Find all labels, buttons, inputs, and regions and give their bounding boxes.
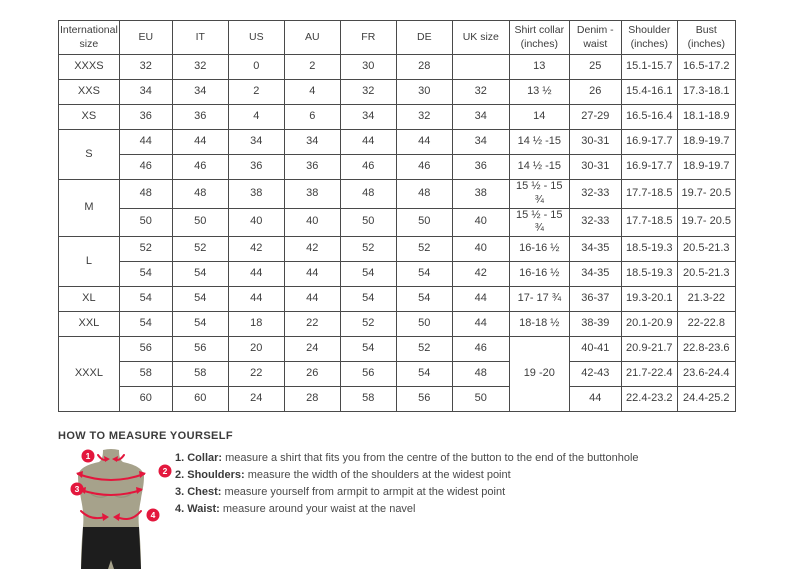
table-cell: 28	[284, 387, 340, 412]
table-cell: 18	[228, 312, 284, 337]
measure-steps	[175, 450, 639, 518]
column-header: EU	[119, 21, 172, 55]
table-cell: 17- 17 ¾	[509, 287, 569, 312]
table-cell: 46	[172, 155, 228, 180]
table-cell: 2	[228, 80, 284, 105]
size-table-head-row	[59, 21, 736, 55]
table-cell: 15 ½ - 15 ¾	[509, 208, 569, 237]
size-conversion-table	[58, 20, 736, 412]
table-cell: 38-39	[569, 312, 621, 337]
column-header: DE	[396, 21, 452, 55]
table-cell: 56	[119, 337, 172, 362]
table-cell: 54	[340, 262, 396, 287]
table-cell: 32-33	[569, 180, 621, 209]
table-cell: 34	[452, 130, 509, 155]
size-table-container	[58, 20, 736, 412]
table-cell: 14 ½ -15	[509, 130, 569, 155]
badge-2-number: 2	[162, 466, 168, 476]
table-cell: 42	[452, 262, 509, 287]
table-cell: 44	[119, 130, 172, 155]
table-cell: 32-33	[569, 208, 621, 237]
table-cell: 44	[284, 262, 340, 287]
table-cell: 4	[228, 105, 284, 130]
badge-1-number: 1	[85, 451, 91, 461]
table-cell: 46	[340, 155, 396, 180]
table-cell: 44	[284, 287, 340, 312]
table-cell: 24.4-25.2	[677, 387, 735, 412]
table-cell: 28	[396, 55, 452, 80]
table-cell: 34	[119, 80, 172, 105]
table-cell: 4	[284, 80, 340, 105]
table-cell: 54	[396, 262, 452, 287]
measure-step: 2. Shoulders: measure the width of the shoulders at the widest point	[175, 469, 511, 481]
measure-figure	[70, 447, 176, 569]
table-cell: 19.7- 20.5	[677, 208, 735, 237]
table-cell: 36	[172, 105, 228, 130]
measure-step: 3. Chest: measure yourself from armpit to armpit at the widest point	[175, 486, 506, 498]
table-cell: 54	[119, 312, 172, 337]
table-cell: 13	[509, 55, 569, 80]
column-header: FR	[340, 21, 396, 55]
table-cell: 50	[119, 208, 172, 237]
table-cell: 44	[172, 130, 228, 155]
table-cell: 34-35	[569, 262, 621, 287]
table-row	[59, 80, 736, 105]
column-header: Denim - waist	[569, 21, 621, 55]
table-cell: 50	[396, 312, 452, 337]
column-header: AU	[284, 21, 340, 55]
table-cell: 54	[119, 262, 172, 287]
table-cell: 2	[284, 55, 340, 80]
table-cell: 54	[396, 287, 452, 312]
table-cell: XXS	[59, 80, 120, 105]
badge-4-number: 4	[150, 510, 156, 520]
table-cell: 18.5-19.3	[621, 237, 677, 262]
table-cell: 32	[452, 80, 509, 105]
table-cell: 30-31	[569, 130, 621, 155]
column-header: UK size	[452, 21, 509, 55]
table-cell: 36	[284, 155, 340, 180]
table-cell: 52	[340, 237, 396, 262]
table-cell: 22.4-23.2	[621, 387, 677, 412]
table-cell: 32	[172, 55, 228, 80]
table-cell: 54	[172, 287, 228, 312]
table-cell: S	[59, 130, 120, 180]
table-cell: 54	[340, 337, 396, 362]
table-cell: 19.7- 20.5	[677, 180, 735, 209]
table-cell: 40	[452, 208, 509, 237]
measure-step-label: 1. Collar:	[175, 452, 223, 464]
table-cell: 25	[569, 55, 621, 80]
measure-step-label: 3. Chest:	[175, 486, 222, 498]
table-cell: 46	[396, 155, 452, 180]
table-cell: 34-35	[569, 237, 621, 262]
table-cell: 32	[119, 55, 172, 80]
table-cell: 20.5-21.3	[677, 237, 735, 262]
table-cell: 20.9-21.7	[621, 337, 677, 362]
table-cell: 44	[228, 287, 284, 312]
table-cell: 18-18 ½	[509, 312, 569, 337]
table-cell: 50	[452, 387, 509, 412]
table-cell: 44	[452, 312, 509, 337]
table-cell: 24	[284, 337, 340, 362]
table-row	[59, 337, 736, 362]
table-cell: 30	[396, 80, 452, 105]
table-cell: 32	[340, 80, 396, 105]
table-cell: 56	[340, 362, 396, 387]
table-cell: 40	[228, 208, 284, 237]
table-cell: 48	[452, 362, 509, 387]
table-cell: 14	[509, 105, 569, 130]
table-cell: 6	[284, 105, 340, 130]
table-cell: 52	[172, 237, 228, 262]
table-cell: 34	[172, 80, 228, 105]
table-cell: 38	[452, 180, 509, 209]
table-row	[59, 237, 736, 262]
table-cell: 50	[396, 208, 452, 237]
column-header: Bust (inches)	[677, 21, 735, 55]
size-table-body	[59, 55, 736, 412]
table-row	[59, 55, 736, 80]
table-cell: 42-43	[569, 362, 621, 387]
table-cell: 40	[452, 237, 509, 262]
table-cell: 46	[119, 155, 172, 180]
table-row	[59, 312, 736, 337]
table-cell: 17.7-18.5	[621, 180, 677, 209]
table-cell: 22	[228, 362, 284, 387]
column-header: Shoulder (inches)	[621, 21, 677, 55]
badge-3-number: 3	[74, 484, 80, 494]
table-cell: 22.8-23.6	[677, 337, 735, 362]
measure-step-label: 4. Waist:	[175, 503, 220, 515]
table-cell: 48	[172, 180, 228, 209]
table-row	[59, 130, 736, 155]
table-cell: 32	[396, 105, 452, 130]
table-cell: 26	[569, 80, 621, 105]
table-cell: 16-16 ½	[509, 262, 569, 287]
table-cell: 26	[284, 362, 340, 387]
table-cell: 24	[228, 387, 284, 412]
table-cell: 20.1-20.9	[621, 312, 677, 337]
table-cell: 16.5-16.4	[621, 105, 677, 130]
table-cell: XS	[59, 105, 120, 130]
table-cell: 50	[340, 208, 396, 237]
column-header: International size	[59, 21, 120, 55]
table-cell: 21.3-22	[677, 287, 735, 312]
table-cell: 19 -20	[509, 337, 569, 412]
table-cell: 42	[284, 237, 340, 262]
table-cell: 60	[119, 387, 172, 412]
table-cell: 20.5-21.3	[677, 262, 735, 287]
table-cell: 36	[119, 105, 172, 130]
table-cell: 30	[340, 55, 396, 80]
table-cell: 40-41	[569, 337, 621, 362]
table-cell: 54	[172, 312, 228, 337]
table-cell: 15 ½ - 15 ¾	[509, 180, 569, 209]
table-cell: 52	[396, 237, 452, 262]
table-cell: 0	[228, 55, 284, 80]
table-cell: 20	[228, 337, 284, 362]
measure-step: 4. Waist: measure around your waist at the navel	[175, 503, 416, 515]
table-cell: 58	[119, 362, 172, 387]
table-cell: 15.1-15.7	[621, 55, 677, 80]
table-cell: 18.9-19.7	[677, 155, 735, 180]
table-cell: L	[59, 237, 120, 287]
table-cell: 34	[284, 130, 340, 155]
table-cell: 52	[396, 337, 452, 362]
table-cell: 48	[396, 180, 452, 209]
table-cell: 27-29	[569, 105, 621, 130]
table-cell: 58	[172, 362, 228, 387]
table-cell: 42	[228, 237, 284, 262]
table-cell: 40	[284, 208, 340, 237]
table-cell: 56	[172, 337, 228, 362]
table-cell: 21.7-22.4	[621, 362, 677, 387]
column-header: US	[228, 21, 284, 55]
table-cell: 17.7-18.5	[621, 208, 677, 237]
table-row	[59, 287, 736, 312]
table-cell: 13 ½	[509, 80, 569, 105]
table-cell: 50	[172, 208, 228, 237]
table-cell: 48	[119, 180, 172, 209]
table-cell: XXXS	[59, 55, 120, 80]
table-cell: 60	[172, 387, 228, 412]
table-cell: 44	[340, 130, 396, 155]
table-cell: 46	[452, 337, 509, 362]
table-cell: 34	[452, 105, 509, 130]
table-cell: 36	[452, 155, 509, 180]
table-cell: XXXL	[59, 337, 120, 412]
table-cell: 38	[228, 180, 284, 209]
table-cell: XL	[59, 287, 120, 312]
table-cell: 30-31	[569, 155, 621, 180]
table-cell: 16.5-17.2	[677, 55, 735, 80]
measure-step-label: 2. Shoulders:	[175, 469, 245, 481]
table-cell: 23.6-24.4	[677, 362, 735, 387]
table-cell: 54	[340, 287, 396, 312]
table-cell	[452, 55, 509, 80]
table-cell: 18.9-19.7	[677, 130, 735, 155]
table-cell: 48	[340, 180, 396, 209]
table-cell: 18.1-18.9	[677, 105, 735, 130]
table-cell: 44	[396, 130, 452, 155]
table-row	[59, 362, 736, 387]
torso-illustration	[70, 447, 176, 569]
table-cell: 54	[396, 362, 452, 387]
table-row	[59, 180, 736, 209]
table-row	[59, 262, 736, 287]
table-cell: 52	[119, 237, 172, 262]
table-cell: 38	[284, 180, 340, 209]
table-cell: 17.3-18.1	[677, 80, 735, 105]
table-cell: XXL	[59, 312, 120, 337]
table-cell: 58	[340, 387, 396, 412]
table-row	[59, 208, 736, 237]
table-cell: 16.9-17.7	[621, 130, 677, 155]
table-cell: 14 ½ -15	[509, 155, 569, 180]
table-cell: 22	[284, 312, 340, 337]
table-cell: 56	[396, 387, 452, 412]
table-cell: 52	[340, 312, 396, 337]
measure-section-heading: HOW TO MEASURE YOURSELF	[58, 430, 234, 442]
table-cell: 34	[340, 105, 396, 130]
table-cell: 19.3-20.1	[621, 287, 677, 312]
table-cell: M	[59, 180, 120, 237]
table-cell: 44	[228, 262, 284, 287]
table-cell: 54	[119, 287, 172, 312]
table-row	[59, 155, 736, 180]
table-cell: 16-16 ½	[509, 237, 569, 262]
column-header: Shirt collar (inches)	[509, 21, 569, 55]
table-cell: 36-37	[569, 287, 621, 312]
measure-step: 1. Collar: measure a shirt that fits you from the centre of the button to the end of the buttonhole	[175, 452, 639, 464]
table-row	[59, 387, 736, 412]
table-cell: 44	[569, 387, 621, 412]
table-cell: 54	[172, 262, 228, 287]
table-cell: 18.5-19.3	[621, 262, 677, 287]
table-cell: 44	[452, 287, 509, 312]
table-cell: 22-22.8	[677, 312, 735, 337]
column-header: IT	[172, 21, 228, 55]
table-cell: 16.9-17.7	[621, 155, 677, 180]
table-cell: 15.4-16.1	[621, 80, 677, 105]
table-cell: 34	[228, 130, 284, 155]
table-row	[59, 105, 736, 130]
table-cell: 36	[228, 155, 284, 180]
